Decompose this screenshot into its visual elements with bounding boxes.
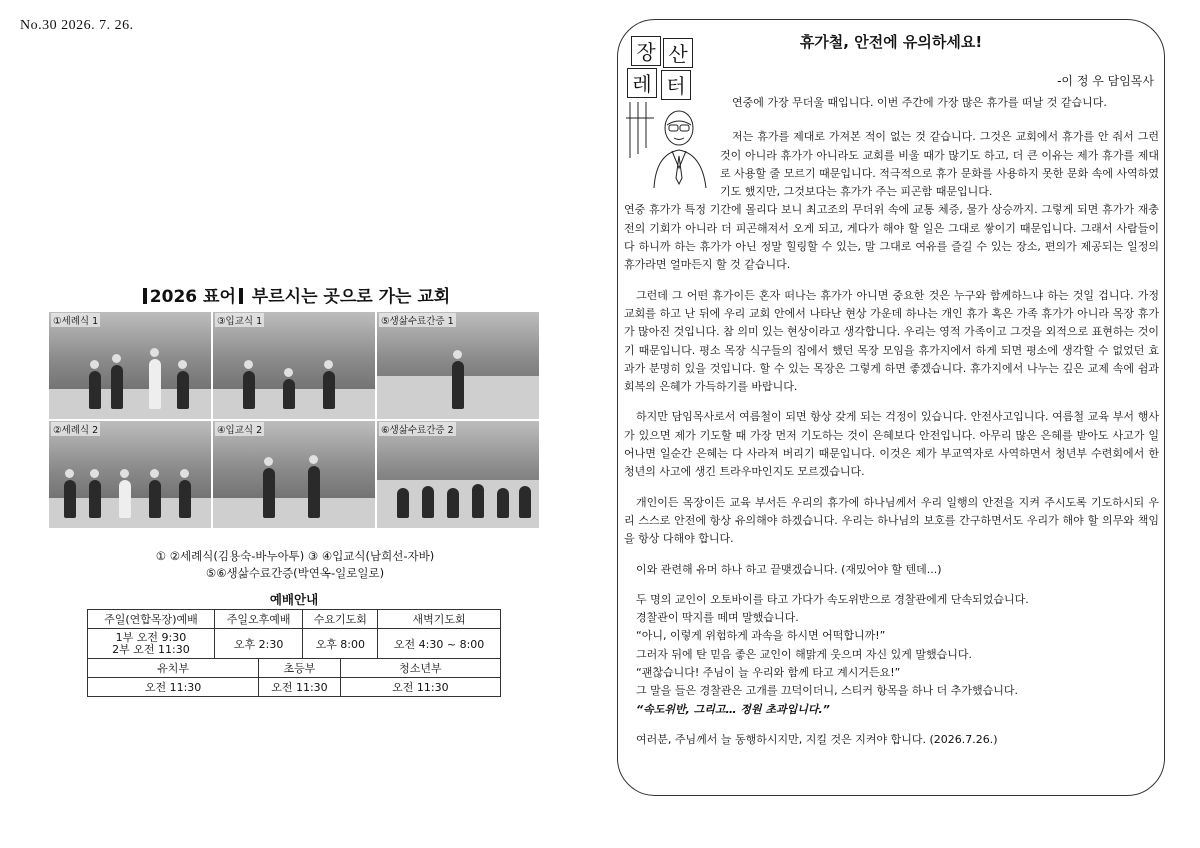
service-time: 2부 오전 11:30 xyxy=(112,642,190,656)
photo-confirmation-2 xyxy=(212,420,376,529)
caption-line: ① ②세례식(김용숙-바누아투) ③ ④입교식(남희선-자바) xyxy=(155,549,435,563)
photo-testimony-2 xyxy=(376,420,540,529)
photo-testimony-1 xyxy=(376,311,540,420)
logo-char: 레 xyxy=(627,68,657,98)
bar-mark xyxy=(143,288,147,304)
photo-baptism-1 xyxy=(48,311,212,420)
caption-line: ⑤⑥생삶수료간증(박연옥-일로일로) xyxy=(205,566,385,580)
worship-title: 예배안내 xyxy=(88,589,501,610)
table-header: 수요기도회 xyxy=(303,610,378,629)
paragraph: “괜찮습니다! 주님이 늘 우리와 함께 타고 계시거든요!” xyxy=(636,666,901,680)
table-header: 주일오후예배 xyxy=(214,610,302,629)
logo-char: 산 xyxy=(663,38,693,68)
table-cell: 오전 11:30 xyxy=(88,678,259,697)
issue-line: No.30 2026. 7. 26. xyxy=(20,18,134,33)
paragraph: 연중에 가장 무더울 때입니다. 이번 주간에 가장 많은 휴가를 떠날 것 같습니다. xyxy=(732,96,1107,109)
photo-confirmation-1 xyxy=(212,311,376,420)
paragraph: 그 말을 들은 경찰관은 고개를 끄덕이더니, 스티커 항목을 하나 더 추가했습니다. xyxy=(636,684,1018,698)
paragraph: 개인이든 목장이든 교육 부서든 우리의 휴가에 하나님께서 우리 일행의 안전을 지켜 주시도록 기도하시되 우리 스스로 안전에 항상 유의해야 하겠습니다. 우리는 하나님의 보호를 간구하면서도 우리가 해야 할 의무와 책임을 항상 다해야 합니다. xyxy=(624,495,1159,546)
paragraph: 두 명의 교인이 오토바이를 타고 가다가 속도위반으로 경찰관에게 단속되었습니다. xyxy=(636,592,1029,606)
table-header: 초등부 xyxy=(259,659,341,678)
worship-schedule-table xyxy=(87,589,501,697)
paragraph: 여러분, 주님께서 늘 동행하시지만, 지킬 것은 지켜야 합니다. (2026.7.26.) xyxy=(636,732,998,746)
paragraph: 하지만 담임목사로서 여름철이 되면 항상 갖게 되는 걱정이 있습니다. 안전사고입니다. 여름철 교육 부서 행사가 있으면 제가 기도할 때 가장 먼저 기도하는 것이 은혜보다 안전입니다. 아무리 많은 은혜를 받아도 사고가 일어나면 일순간 은혜는 다 사라져 버리기 때문입니다. 이것은 제가 부교역자로 사역하면서 청년부 수련회에서 한 청년의 사고에 생긴 트라우마인지도 모르겠습니다. xyxy=(624,410,1159,479)
table-header: 유치부 xyxy=(88,659,259,678)
paragraph: “아니, 이렇게 위험하게 과속을 하시면 어떡합니까!” xyxy=(636,629,886,643)
bar-mark xyxy=(239,288,243,304)
table-header: 새벽기도회 xyxy=(378,610,501,629)
photo-caption xyxy=(48,548,542,582)
photo-label: ①세례식 1 xyxy=(51,313,100,327)
photo-label: ⑤생삶수료간증 1 xyxy=(379,313,456,327)
paragraph-punchline: “속도위반, 그리고… 정원 초과입니다.” xyxy=(636,702,830,716)
table-header: 주일(연합목장)예배 xyxy=(88,610,215,629)
photo-label: ④입교식 2 xyxy=(215,422,264,436)
photo-label: ③입교식 1 xyxy=(215,313,264,327)
paragraph: 경찰관이 딱지를 떼며 말했습니다. xyxy=(636,611,799,625)
table-cell: 오후 2:30 xyxy=(214,629,302,659)
photo-grid xyxy=(48,311,540,529)
letter-title: 휴가철, 안전에 유의하세요! xyxy=(799,33,983,51)
motto-heading xyxy=(48,282,542,307)
service-time: 1부 오전 9:30 xyxy=(115,630,187,644)
letter-body xyxy=(624,94,1159,749)
logo-char: 터 xyxy=(661,70,691,100)
photo-baptism-2 xyxy=(48,420,212,529)
paragraph: 연중 휴가가 특정 기간에 몰리다 보니 최고조의 무더위 속에 교통 체증, 물가 상승까지. 그렇게 되면 휴가가 재충전의 기회가 아니라 더 피곤해져서 오게 되고, 게다가 해야 할 일은 그대로 쌓이기 때문입니다. 그래서 사람들이 다 하니까 하는 휴가가 아닌 정말 힐링할 수 있는, 말 그대로 여유를 즐길 수 있는 장소, 편의가 제공되는 일정의 휴가라면 얼마든지 할 것 같습니다. xyxy=(624,203,1159,272)
motto-year: 2026 표어 xyxy=(149,287,236,307)
photo-label: ⑥생삶수료간증 2 xyxy=(379,422,456,436)
table-cell xyxy=(88,629,215,659)
paragraph: 이와 관련해 유머 하나 하고 끝맺겠습니다. (재밌어야 할 텐데...) xyxy=(636,562,942,576)
letter-author: -이 정 우 담임목사 xyxy=(1057,74,1154,88)
table-cell: 오전 4:30 ~ 8:00 xyxy=(378,629,501,659)
photo-label: ②세례식 2 xyxy=(51,422,100,436)
table-cell: 오전 11:30 xyxy=(259,678,341,697)
paragraph: 저는 휴가를 제대로 가져본 적이 없는 것 같습니다. 그것은 교회에서 휴가를 안 줘서 그런 것이 아니라 휴가가 아니라도 교회를 비울 때가 많기도 하고, 더 큰 이유는 제가 휴가를 제대로 사용할 줄 모르기 때문입니다. 적극적으로 휴가 문화를 사용하지 못한 문화 속에 사역하였기도 했지만, 그것보다는 휴가가 주는 피곤함 때문입니다. xyxy=(720,130,1159,199)
table-header: 청소년부 xyxy=(340,659,500,678)
paragraph: 그러자 뒤에 탄 믿음 좋은 교인이 해맑게 웃으며 자신 있게 말했습니다. xyxy=(636,647,972,661)
logo-char: 장 xyxy=(631,36,661,66)
motto-text: 부르시는 곳으로 가는 교회 xyxy=(251,287,451,307)
table-cell: 오전 11:30 xyxy=(340,678,500,697)
paragraph: 그런데 그 어떤 휴가이든 혼자 떠나는 휴가가 아니면 중요한 것은 누구와 함께하느냐 하는 것일 겁니다. 가정교회를 하고 난 뒤에 우리 교회 안에서 나타난 현상 가운데 하나는 개인 휴가 혹은 가족 휴가가 아니라 목장 휴가가 많아진 것입니다. 참 의미 있는 현상이라고 생각합니다. 우리는 영적 가족이고 그것을 외적으로 표현하는 것이기 때문입니다. 평소 목장 식구들의 집에서 했던 목장 모임을 휴가지에서 하게 되면 평소에 생각할 수 없었던 효과가 분명히 있을 것입니다. 할 수 있는 목장은 그렇게 하면 좋겠습니다. 휴가지에서 나누는 깊은 교제 속에 쉼과 회복의 은혜가 가득하기를 바랍니다. xyxy=(624,288,1159,394)
table-cell: 오후 8:00 xyxy=(303,629,378,659)
